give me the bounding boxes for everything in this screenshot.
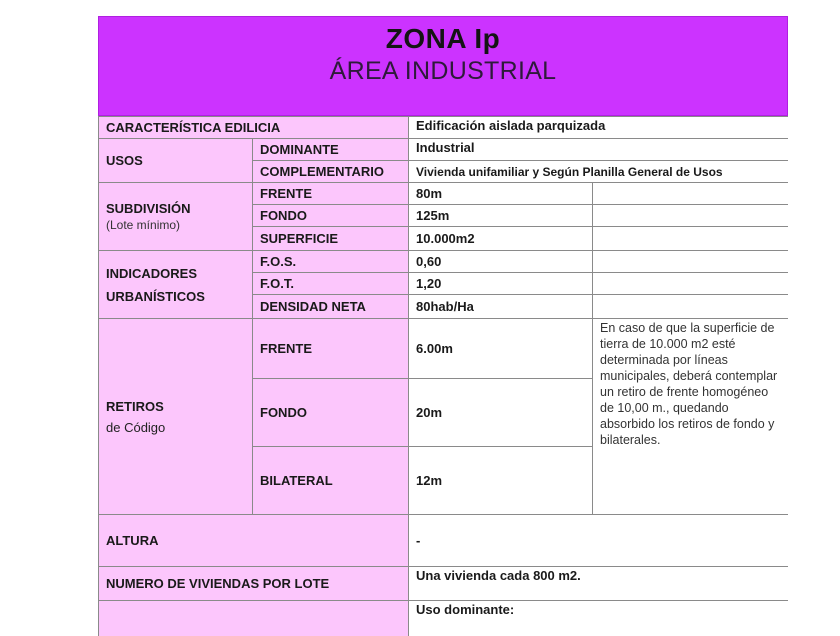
retiros-frente-label: FRENTE	[253, 319, 409, 379]
empty-cell	[593, 295, 788, 319]
empty-cell	[593, 205, 788, 227]
retiros-label-cell	[99, 319, 253, 515]
subdivision-label-cell	[99, 183, 253, 251]
retiros-frente-value: 6.00m	[409, 319, 593, 379]
indicadores-label-line2: URBANÍSTICOS	[106, 285, 245, 308]
zone-header	[98, 16, 788, 116]
subdivision-label: SUBDIVISIÓN	[106, 201, 245, 217]
altura-value: -	[409, 515, 788, 567]
usos-label: USOS	[99, 139, 253, 183]
usos-dominante-value: Industrial	[409, 139, 788, 161]
subdivision-superficie-label: SUPERFICIE	[253, 227, 409, 251]
indicadores-densidad-value: 80hab/Ha	[409, 295, 593, 319]
subdivision-frente-label: FRENTE	[253, 183, 409, 205]
indicadores-fos-value: 0,60	[409, 251, 593, 273]
indicadores-fos-label: F.O.S.	[253, 251, 409, 273]
zoning-sheet	[98, 16, 788, 636]
table-row	[99, 251, 789, 273]
retiros-bilateral-label: BILATERAL	[253, 447, 409, 515]
indicadores-label-line1: INDICADORES	[106, 262, 245, 285]
subdivision-superficie-value: 10.000m2	[409, 227, 593, 251]
usos-complementario-value: Vivienda unifamiliar y Según Planilla General de Usos	[409, 161, 788, 183]
zoning-table	[98, 116, 788, 636]
retiros-sublabel: de Código	[106, 417, 245, 438]
indicadores-label-cell	[99, 251, 253, 319]
subdivision-fondo-label: FONDO	[253, 205, 409, 227]
viviendas-value: Una vivienda cada 800 m2.	[409, 567, 788, 601]
empty-cell	[593, 227, 788, 251]
empty-cell	[593, 251, 788, 273]
subdivision-fondo-value: 125m	[409, 205, 593, 227]
retiros-note: En caso de que la superficie de tierra de 10.000 m2 esté determinada por líneas municipales, deberá contemplar un retiro de frente homogéneo de 10,00 m., quedando absorbido los retiros de fondo y bilaterales.	[593, 319, 788, 515]
zone-subtitle: ÁREA INDUSTRIAL	[99, 57, 787, 86]
table-row	[99, 515, 789, 567]
subdivision-frente-value: 80m	[409, 183, 593, 205]
empty-cell	[593, 183, 788, 205]
indicadores-densidad-label: DENSIDAD NETA	[253, 295, 409, 319]
table-row	[99, 319, 789, 379]
table-row	[99, 567, 789, 601]
zone-title: ZONA Ip	[99, 17, 787, 55]
retiros-fondo-label: FONDO	[253, 379, 409, 447]
caracteristica-label: CARACTERÍSTICA EDILICIA	[99, 117, 409, 139]
uso-dominante-label-cell	[99, 601, 409, 636]
indicadores-fot-label: F.O.T.	[253, 273, 409, 295]
uso-dominante-value: Uso dominante:	[409, 601, 788, 636]
usos-complementario-label: COMPLEMENTARIO	[253, 161, 409, 183]
indicadores-fot-value: 1,20	[409, 273, 593, 295]
table-row	[99, 117, 789, 139]
empty-cell	[593, 273, 788, 295]
retiros-label: RETIROS	[106, 396, 245, 417]
subdivision-sublabel: (Lote mínimo)	[106, 217, 245, 233]
retiros-fondo-value: 20m	[409, 379, 593, 447]
caracteristica-value: Edificación aislada parquizada	[409, 117, 788, 139]
altura-label: ALTURA	[99, 515, 409, 567]
table-row	[99, 139, 789, 161]
viviendas-label: NUMERO DE VIVIENDAS POR LOTE	[99, 567, 409, 601]
retiros-bilateral-value: 12m	[409, 447, 593, 515]
usos-dominante-label: DOMINANTE	[253, 139, 409, 161]
table-row	[99, 601, 789, 636]
table-row	[99, 183, 789, 205]
